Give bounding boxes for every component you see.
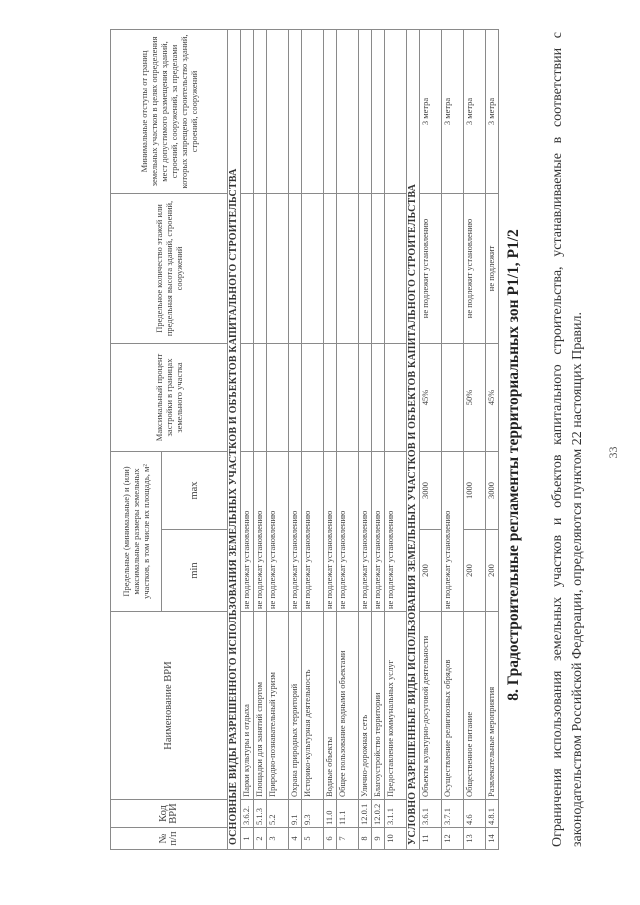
cell-code: 12.0.1 (359, 800, 372, 828)
cell-num: 12 (442, 828, 464, 850)
cell-code: 9.3 (302, 800, 324, 828)
cell-code: 3.1.1 (385, 800, 407, 828)
cell-num: 2 (254, 828, 267, 850)
cell-max: 3000 (486, 451, 499, 529)
cell-minmax: не подлежат установлению (241, 451, 254, 611)
section-row-conditional (407, 29, 420, 849)
cell-num: 3 (267, 828, 289, 850)
section-heading: 8. Градостроительные регламенты территориальных зон Р1/1, Р1/2 (505, 229, 522, 701)
cell-minmax: не подлежат установлению (267, 451, 289, 611)
cell-minmax: не подлежат установлению (442, 451, 464, 611)
cell-minmax: не подлежат установлению (302, 451, 324, 611)
col-header-min: min (162, 530, 228, 612)
cell-code: 12.0.2 (372, 800, 385, 828)
cell-percent: 50% (464, 343, 486, 451)
table-row (359, 29, 372, 849)
table-row (337, 29, 359, 849)
section-title-conditional: УСЛОВНО РАЗРЕШЕННЫЕ ВИДЫ ИСПОЛЬЗОВАНИЯ ЗЕМЕЛЬНЫХ УЧАСТКОВ И ОБЪЕКТОВ КАПИТАЛЬНОГО СТРОИТЕЛЬСТВА (407, 29, 420, 849)
intro-paragraph (548, 32, 588, 847)
cell-name: Общественное питание (464, 612, 486, 800)
cell-code: 5.2 (267, 800, 289, 828)
col-header-name: Наименование ВРИ (111, 612, 228, 800)
cell-name: Парки культуры и отдыха (241, 612, 254, 800)
cell-minmax: не подлежат установлению (324, 451, 337, 611)
table-row (420, 29, 442, 849)
cell-num: 10 (385, 828, 407, 850)
cell-code: 5.1.3 (254, 800, 267, 828)
col-header-max: max (162, 451, 228, 529)
col-header-floors: Предельное количество этажей или предельная высота зданий, строений, сооружений (111, 193, 228, 343)
cell-setback: 3 метра (442, 29, 464, 193)
cell-code: 3.7.1 (442, 800, 464, 828)
cell-code: 11.0 (324, 800, 337, 828)
cell-floors: не подлежит установлению (464, 193, 486, 343)
cell-max: 3000 (420, 451, 442, 529)
cell-name: Благоустройство территории (372, 612, 385, 800)
col-header-size-group: Предельные (минимальные) и (или) максимальные размеры земельных участков, в том числе их площадь, м² (111, 451, 162, 611)
cell-code: 4.6 (464, 800, 486, 828)
table-row (464, 29, 486, 849)
cell-num: 8 (359, 828, 372, 850)
cell-name: Развлекательные мероприятия (486, 612, 499, 800)
cell-min: 200 (486, 530, 499, 612)
cell-setback: 3 метра (420, 29, 442, 193)
col-header-percent: Максимальный процент застройки в границах земельного участка (111, 343, 228, 451)
col-header-setback: Минимальные отступы от границ земельных участков в целях определения мест допустимого размещения зданий, строений, сооружений, за пределами которых запрещено строительство зданий, строений, сооружений (111, 29, 228, 193)
cell-percent: 45% (486, 343, 499, 451)
cell-num: 5 (302, 828, 324, 850)
cell-minmax: не подлежат установлению (289, 451, 302, 611)
cell-percent: 45% (420, 343, 442, 451)
cell-floors: не подлежит установлению (420, 193, 442, 343)
cell-minmax: не подлежат установлению (337, 451, 359, 611)
cell-code: 4.8.1 (486, 800, 499, 828)
cell-code: 11.1 (337, 800, 359, 828)
col-header-num: № п/п (111, 828, 228, 850)
cell-setback: 3 метра (464, 29, 486, 193)
cell-code: 9.1 (289, 800, 302, 828)
cell-code: 3.6.2. (241, 800, 254, 828)
cell-num: 6 (324, 828, 337, 850)
cell-name: Предоставление коммунальных услуг (385, 612, 407, 800)
table-row (302, 29, 324, 849)
table-row (254, 29, 267, 849)
cell-num: 7 (337, 828, 359, 850)
cell-num: 1 (241, 828, 254, 850)
cell-minmax: не подлежат установлению (385, 451, 407, 611)
table-row (385, 29, 407, 849)
cell-num: 13 (464, 828, 486, 850)
table-row (241, 29, 254, 849)
cell-num: 9 (372, 828, 385, 850)
cell-min: 200 (464, 530, 486, 612)
cell-name: Природно-познавательный туризм (267, 612, 289, 800)
cell-minmax: не подлежат установлению (359, 451, 372, 611)
cell-name: Водные объекты (324, 612, 337, 800)
cell-setback: 3 метра (486, 29, 499, 193)
table-row (442, 29, 464, 849)
cell-name: Историко-культурная деятельность (302, 612, 324, 800)
cell-name: Объекты культурно-досуговой деятельности (420, 612, 442, 800)
cell-name: Общее пользование водными объектами (337, 612, 359, 800)
cell-code: 3.6.1 (420, 800, 442, 828)
table-row (267, 29, 289, 849)
section-row-main (228, 29, 241, 849)
cell-floors: не подлежит (486, 193, 499, 343)
table-row (486, 29, 499, 849)
table-row (324, 29, 337, 849)
cell-minmax: не подлежат установлению (254, 451, 267, 611)
cell-max: 1000 (464, 451, 486, 529)
cell-num: 11 (420, 828, 442, 850)
cell-name: Улично-дорожная сеть (359, 612, 372, 800)
cell-name: Осуществление религиозных обрядов (442, 612, 464, 800)
intro-text: Ограничения использования земельных участков и объектов капитального строительства, устанавливаемые в соответствии с законодательством Российской Федерации, определяются пунктом 22 настоящих Правил. (550, 32, 585, 847)
cell-name: Охрана природных территорий (289, 612, 302, 800)
col-header-code: Код ВРИ (111, 800, 228, 828)
cell-minmax: не подлежат установлению (372, 451, 385, 611)
cell-num: 14 (486, 828, 499, 850)
cell-num: 4 (289, 828, 302, 850)
section-title-main: ОСНОВНЫЕ ВИДЫ РАЗРЕШЕННОГО ИСПОЛЬЗОВАНИЯ ЗЕМЕЛЬНЫХ УЧАСТКОВ И ОБЪЕКТОВ КАПИТАЛЬНОГО СТРОИТЕЛЬСТВА (228, 29, 241, 849)
regulations-table (110, 29, 499, 850)
page-number: 33 (606, 446, 620, 459)
cell-min: 200 (420, 530, 442, 612)
table-row (372, 29, 385, 849)
table-row (289, 29, 302, 849)
cell-name: Площадки для занятий спортом (254, 612, 267, 800)
